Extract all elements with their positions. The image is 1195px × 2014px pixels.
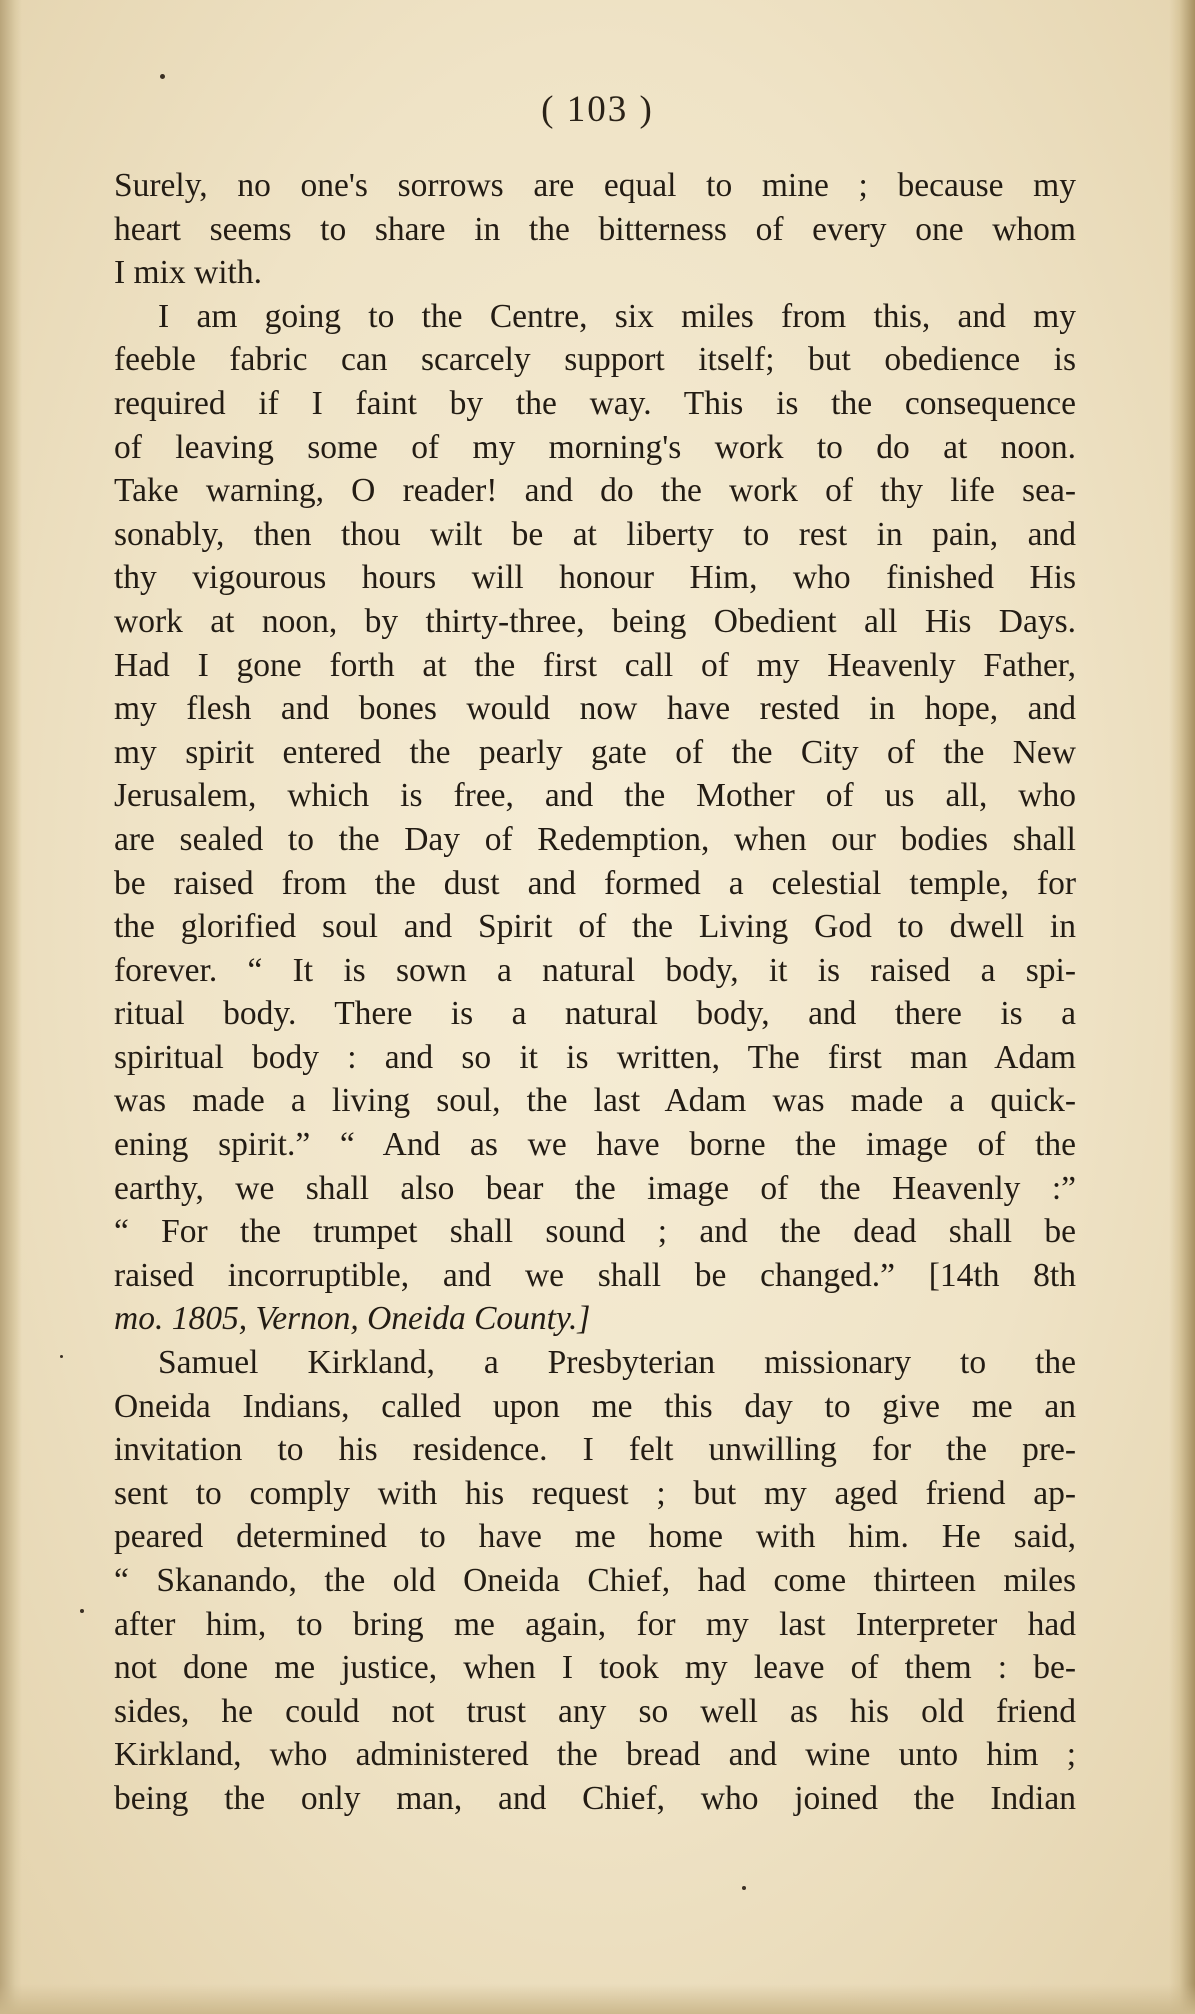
text-line: sent to comply with his request ; but my aged friend ap-	[114, 1474, 1076, 1512]
text-line: raised incorruptible, and we shall be changed.” [14th 8th	[114, 1256, 1076, 1294]
text-line: the glorified soul and Spirit of the Living God to dwell in	[114, 908, 1076, 946]
ink-speck	[60, 1355, 63, 1358]
text-line: sides, he could not trust any so well as his old friend	[114, 1692, 1076, 1730]
text-line: spiritual body : and so it is written, The first man Adam	[114, 1038, 1076, 1076]
text-line: “ Skanando, the old Oneida Chief, had come thirteen miles	[114, 1562, 1076, 1599]
text-line: I am going to the Centre, six miles from this, and my	[158, 297, 1076, 335]
text-line: my flesh and bones would now have rested in hope, and	[114, 690, 1076, 728]
text-line: required if I faint by the way. This is the consequence	[114, 384, 1076, 422]
text-line: invitation to his residence. I felt unwilling for the pre-	[114, 1431, 1076, 1469]
text-line: peared determined to have me home with him. He said,	[114, 1518, 1076, 1556]
text-line: after him, to bring me again, for my last Interpreter had	[114, 1605, 1076, 1643]
text-line: being the only man, and Chief, who joined the Indian	[114, 1779, 1076, 1817]
page-number: ( 103 )	[541, 89, 654, 130]
page-right-edge	[1169, 0, 1195, 2014]
text-line: Samuel Kirkland, a Presbyterian missionary to the	[158, 1344, 1076, 1382]
text-line: forever. “ It is sown a natural body, it is raised a spi-	[114, 951, 1076, 989]
text-line: ening spirit.” “ And as we have borne the image of the	[114, 1126, 1076, 1164]
text-line: Kirkland, who administered the bread and wine unto him ;	[114, 1736, 1076, 1774]
page-bottom-edge	[0, 1984, 1195, 2014]
text-line: work at noon, by thirty-three, being Obedient all His Days.	[114, 602, 1076, 640]
text-line: Jerusalem, which is free, and the Mother of us all, who	[114, 777, 1076, 815]
body-text	[114, 164, 1076, 1821]
text-line: I mix with.	[114, 254, 262, 292]
text-line: ritual body. There is a natural body, and there is a	[114, 995, 1076, 1033]
text-line: my spirit entered the pearly gate of the City of the New	[114, 733, 1076, 771]
text-line: mo. 1805, Vernon, Oneida County.]	[114, 1300, 591, 1338]
text-line: earthy, we shall also bear the image of the Heavenly :”	[114, 1169, 1076, 1207]
text-line: not done me justice, when I took my leave of them : be-	[114, 1649, 1076, 1687]
text-line: was made a living soul, the last Adam was made a quick-	[114, 1082, 1076, 1120]
text-line: Had I gone forth at the first call of my Heavenly Father,	[114, 646, 1076, 684]
text-line: sonably, then thou wilt be at liberty to rest in pain, and	[114, 515, 1076, 553]
page-left-edge	[0, 0, 22, 2014]
text-line: be raised from the dust and formed a celestial temple, for	[114, 864, 1076, 902]
text-line: are sealed to the Day of Redemption, when our bodies shall	[114, 820, 1076, 858]
ink-speck	[742, 1886, 746, 1890]
text-line: Take warning, O reader! and do the work of thy life sea-	[114, 472, 1076, 510]
text-line: Surely, no one's sorrows are equal to mine ; because my	[114, 167, 1076, 204]
ink-speck	[160, 74, 165, 79]
text-line: “ For the trumpet shall sound ; and the dead shall be	[114, 1213, 1076, 1251]
text-line: of leaving some of my morning's work to do at noon.	[114, 428, 1076, 466]
text-line: Oneida Indians, called upon me this day to give me an	[114, 1387, 1076, 1425]
ink-speck	[80, 1609, 84, 1613]
text-line: thy vigourous hours will honour Him, who finished His	[114, 559, 1076, 597]
text-line: heart seems to share in the bitterness of every one whom	[114, 210, 1076, 248]
text-line: feeble fabric can scarcely support itself; but obedience is	[114, 341, 1076, 379]
